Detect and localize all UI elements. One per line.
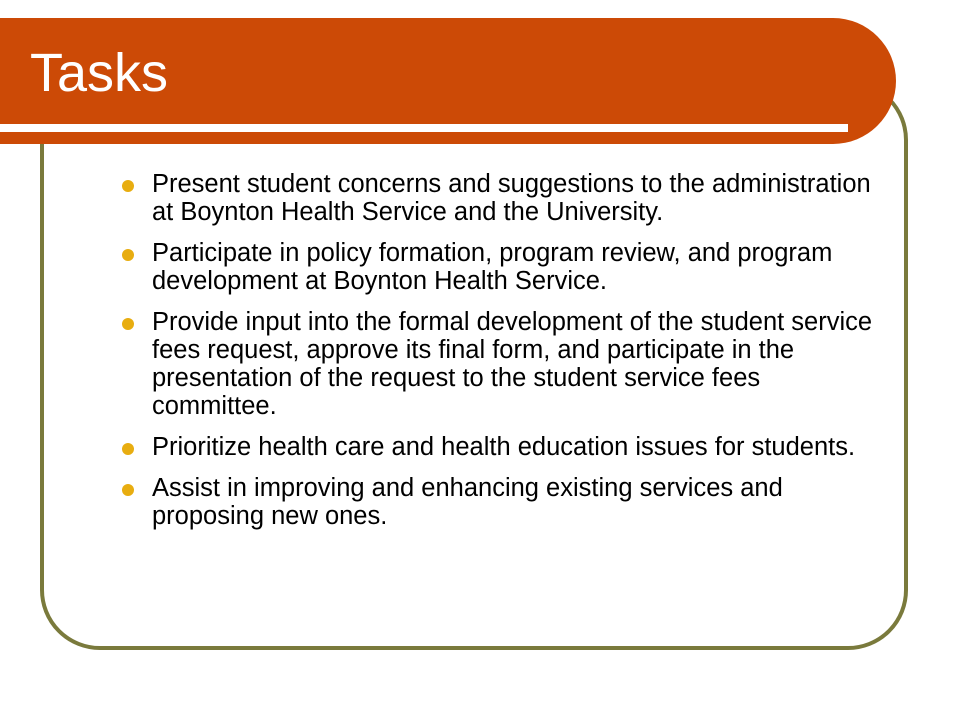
bullet-text: Participate in policy formation, program review, and program development at Boynton Health Service. bbox=[152, 239, 833, 295]
title-divider bbox=[0, 124, 848, 132]
bullet-text: Assist in improving and enhancing existing services and proposing new ones. bbox=[152, 474, 783, 530]
slide-title: Tasks bbox=[30, 43, 169, 103]
bullet-item bbox=[120, 474, 890, 530]
bullet-text: Present student concerns and suggestions to the administration at Boynton Health Service and the University. bbox=[152, 170, 871, 226]
bullet-item bbox=[120, 433, 890, 461]
bullet-dot-icon bbox=[122, 484, 134, 496]
bullet-item bbox=[120, 239, 890, 295]
bullet-text: Prioritize health care and health education issues for students. bbox=[152, 433, 856, 461]
bullet-text: Provide input into the formal development of the student service fees request, approve its final form, and participate in the presentation of the request to the student service fees committee. bbox=[152, 308, 873, 420]
bullet-dot-icon bbox=[122, 249, 134, 261]
bullet-list bbox=[120, 170, 890, 543]
bullet-dot-icon bbox=[122, 443, 134, 455]
bullet-dot-icon bbox=[122, 318, 134, 330]
bullet-item bbox=[120, 308, 890, 420]
bullet-dot-icon bbox=[122, 180, 134, 192]
bullet-item bbox=[120, 170, 890, 226]
